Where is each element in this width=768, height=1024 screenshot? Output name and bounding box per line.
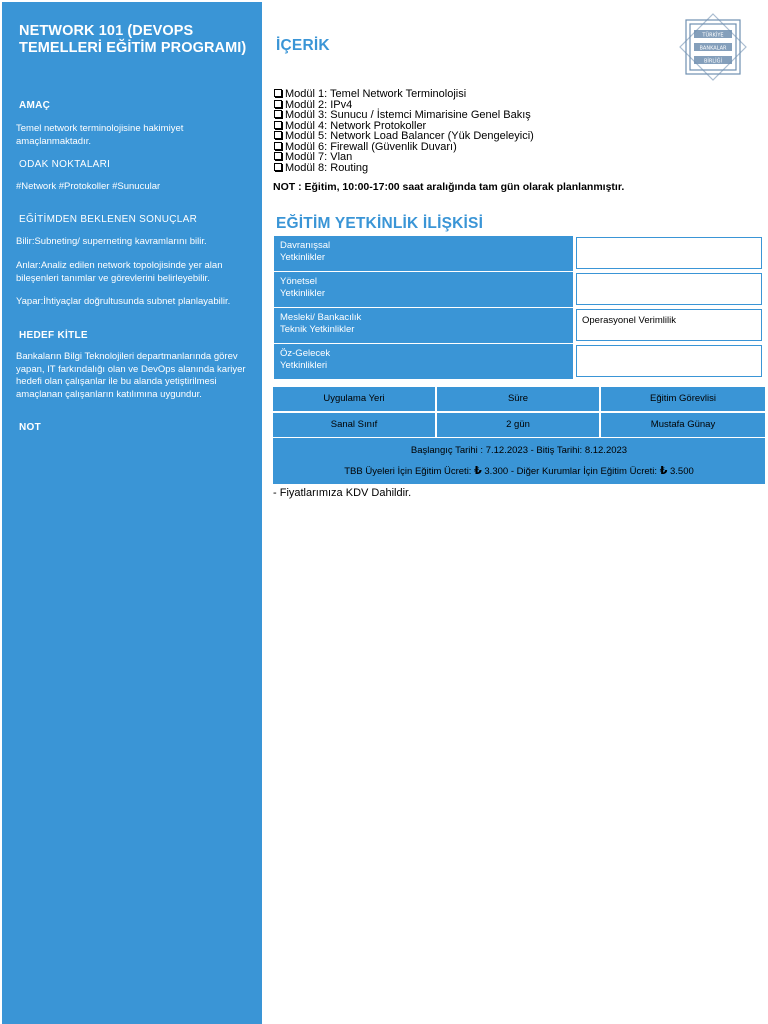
info-value-instructor: Mustafa Günay [601, 413, 765, 437]
competency-value [576, 345, 762, 377]
list-item: Modül 4: Network Protokoller [273, 121, 534, 132]
list-item: Modül 3: Sunucu / İstemci Mimarisine Genel Bakış [273, 110, 534, 121]
list-item: Modül 2: IPv4 [273, 100, 534, 111]
svg-text:TÜRKİYE: TÜRKİYE [702, 32, 724, 39]
lira-icon: ₺ [659, 465, 668, 477]
table-row [273, 236, 768, 271]
table-row [273, 344, 768, 379]
svg-text:BİRLİĞİ: BİRLİĞİ [704, 58, 722, 65]
info-value-location: Sanal Sınıf [273, 413, 435, 437]
outcome-do: Yapar:İhtiyaçlar doğrultusunda subnet planlayabilir. [16, 296, 231, 307]
competency-label: Davranışsal Yetkinlikler [274, 236, 573, 271]
outcome-understand: Anlar:Analiz edilen network topolojisinde yer alan bileşenleri tanımlar ve görevlerini belirleyebilir. [16, 260, 223, 284]
training-dates: Başlangıç Tarihi : 7.12.2023 - Bitiş Tarihi: 8.12.2023 [410, 445, 628, 456]
checkbox-bullet-icon [274, 163, 282, 171]
sidebar [2, 2, 262, 1024]
table-row [273, 272, 768, 307]
course-title: NETWORK 101 (DEVOPS TEMELLERİ EĞİTİM PROGRAMI) [19, 23, 247, 56]
list-item: Modül 1: Temel Network Terminolojisi [273, 89, 534, 100]
list-item: Modül 5: Network Load Balancer (Yük Dengeleyici) [273, 131, 534, 142]
competency-value [576, 273, 762, 305]
info-header-instructor: Eğitim Görevlisi [601, 387, 765, 411]
list-item: Modül 6: Firewall (Güvenlik Duvarı) [273, 142, 534, 153]
main-content [262, 0, 768, 1024]
dates-fees-block [273, 438, 765, 484]
svg-text:BANKALAR: BANKALAR [699, 45, 727, 52]
competency-heading: EĞİTİM YETKİNLİK İLİŞKİSİ [276, 215, 484, 232]
table-row [273, 308, 768, 343]
checkbox-bullet-icon [274, 142, 282, 150]
competency-value [576, 237, 762, 269]
checkbox-bullet-icon [274, 110, 282, 118]
note-heading: NOT [19, 422, 42, 433]
info-header-location: Uygulama Yeri [273, 387, 435, 411]
info-value-duration: 2 gün [437, 413, 599, 437]
contents-heading: İÇERİK [276, 37, 330, 54]
competency-label: Yönetsel Yetkinlikler [274, 272, 573, 307]
schedule-note: NOT : Eğitim, 10:00-17:00 saat aralığında tam gün olarak planlanmıştır. [273, 181, 625, 193]
tbb-logo-icon [678, 12, 748, 82]
info-header-duration: Süre [437, 387, 599, 411]
outcomes-heading: EĞİTİMDEN BEKLENEN SONUÇLAR [19, 214, 198, 225]
module-list [273, 89, 534, 173]
list-item: Modül 8: Routing [273, 163, 534, 174]
audience-heading: HEDEF KİTLE [19, 330, 88, 341]
checkbox-bullet-icon [274, 121, 282, 129]
purpose-heading: AMAÇ [19, 100, 51, 111]
checkbox-bullet-icon [274, 131, 282, 139]
vat-note: - Fiyatlarımıza KDV Dahildir. [273, 487, 412, 499]
training-fees: TBB Üyeleri İçin Eğitim Ücreti: ₺ 3.300 - Diğer Kurumlar İçin Eğitim Ücreti: ₺ 3.500 [344, 465, 694, 477]
competency-label: Öz-Gelecek Yetkinlikleri [274, 344, 573, 379]
checkbox-bullet-icon [274, 89, 282, 97]
focus-heading: ODAK NOKTALARI [19, 159, 111, 170]
lira-icon: ₺ [474, 465, 482, 477]
outcome-know: Bilir:Subneting/ superneting kavramlarını bilir. [16, 236, 207, 247]
competency-label: Mesleki/ Bankacılık Teknik Yetkinlikler [274, 308, 573, 343]
list-item: Modül 7: Vlan [273, 152, 534, 163]
purpose-text: Temel network terminolojisine hakimiyet amaçlanmaktadır. [16, 123, 184, 147]
focus-text: #Network #Protokoller #Sunucular [16, 181, 161, 192]
tbb-logo [678, 12, 748, 82]
audience-text: Bankaların Bilgi Teknolojileri departmanlarında görev yapan, IT farkındalığı olan ve DevOps alanında kariyer hedefi olan çalışanlar ile bu alanda yetiştirilmesi amaçlanan çalışanların katılımına uygundur. [16, 351, 246, 400]
checkbox-bullet-icon [274, 100, 282, 108]
competency-value: Operasyonel Verimlilik [576, 309, 762, 341]
checkbox-bullet-icon [274, 152, 282, 160]
